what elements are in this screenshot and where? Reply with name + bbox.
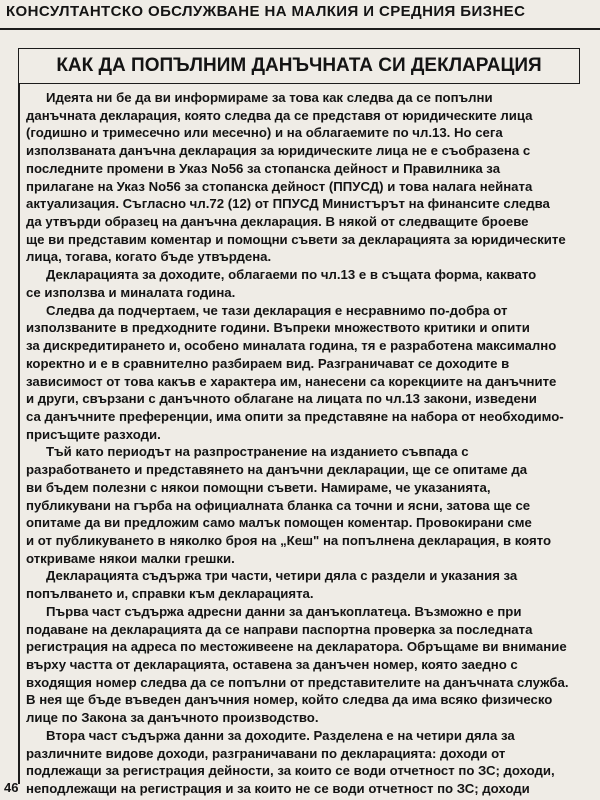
body-line: за дискредитирането и, особено миналата година, тя е разработена максимално <box>26 338 557 354</box>
header-title: КОНСУЛТАНТСКО ОБСЛУЖВАНЕ НА МАЛКИЯ И СРЕДНИЯ БИЗНЕС <box>6 3 526 20</box>
body-line: последните промени в Указ No56 за стопанска дейност и Правилника за <box>26 160 501 176</box>
body-line: входящия номер следва да се попълни от представителите на данъчната служба. <box>26 674 569 690</box>
body-line: публикувани на гърба на официалната бланка са точни и ясни, затова ще се <box>26 497 531 513</box>
body-line: Декларацията съдържа три части, четири дяла с раздели и указания за <box>46 568 518 584</box>
body-line: зависимост от това какъв е характера им, нанесени са корекциите на данъчните <box>26 373 557 389</box>
body-line: използваната данъчна декларация за юридическите лица не е съобразена с <box>26 143 531 159</box>
body-line: присъщите разходи. <box>26 426 161 442</box>
body-line: актуализация. Съгласно чл.72 (12) от ППУСД Министърът на финансите следва <box>26 196 550 212</box>
running-header <box>0 0 600 30</box>
body-line-rest: съдържа адресни данни за данъкоплатеца. Възможно е при <box>124 603 522 619</box>
article-title: КАК ДА ПОПЪЛНИМ ДАНЪЧНАТА СИ ДЕКЛАРАЦИЯ <box>56 55 542 76</box>
section-lead: Втора част <box>46 727 118 743</box>
body-line: (годишно и тримесечно или месечно) и на облагаемите по чл.13. Но сега <box>26 125 503 141</box>
body-line: Следва да подчертаем, че тази декларация е несравнимо по-добра от <box>46 302 508 318</box>
body-line: са данъчните преференции, има опити за представяне на набора от необходимо- <box>26 408 564 424</box>
body-line: опитаме да ви предложим само малък помощен коментар. Провокирани сме <box>26 515 532 531</box>
body-line: Декларацията за доходите, облагаеми по чл.13 е в същата форма, каквато <box>46 267 537 283</box>
section-lead: Първа част <box>46 603 121 619</box>
body-line-rest: съдържа данни за доходите. Разделена е на четири дяла за <box>121 727 515 743</box>
body-line: попълването и, справки към декларацията. <box>26 586 314 602</box>
body-line: използваните в предходните години. Въпреки множеството критики и опити <box>26 320 530 336</box>
body-line: и други, свързани с данъчното облагане на лицата по чл.13 закони, изведени <box>26 391 537 407</box>
body-line: неподлежащи на регистрация и за които не се води отчетност по ЗС; доходи <box>26 781 530 797</box>
body-line: лице по Закона за данъчното производство. <box>26 710 319 726</box>
body-line <box>26 603 594 621</box>
body-line: В нея ще бъде въведен данъчния номер, който следва да има всяко физическо <box>26 692 553 708</box>
body-line: подлежащи за регистрация дейности, за които се води отчетност по ЗС; доходи, <box>26 763 555 779</box>
body-line: различните видове доходи, разграничавани по декларацията: доходи от <box>26 745 506 761</box>
body-line: разработването и представянето на данъчни декларации, ще се опитаме да <box>26 462 528 478</box>
body-line <box>26 727 594 745</box>
body-line: лица, тогава, когато бъде утвърдена. <box>26 249 272 265</box>
body-line: регистрация на адреса по местоживеене на декларатора. Обръщаме ви внимание <box>26 639 567 655</box>
body-line: и от публикуването в няколко броя на „Кеш" на попълнена декларация, в която <box>26 532 552 548</box>
body-line: се използва и миналата година. <box>26 284 236 300</box>
body-line: ви бъдем полезни с някои помощни съвети. Намираме, че указанията, <box>26 479 491 495</box>
left-border-rule <box>18 84 20 784</box>
body-line: коректно и е в сравнително разбираем вид. Разграничават се доходите в <box>26 355 510 371</box>
body-line: данъчната декларация, която следва да се представя от юридическите лица <box>26 107 533 123</box>
body-line: Идеята ни бе да ви информираме за това как следва да се попълни <box>46 90 493 105</box>
page-number: 46 <box>4 780 19 795</box>
article-body <box>26 89 594 798</box>
body-line: откриваме някои малки грешки. <box>26 550 235 566</box>
body-line: прилагане на Указ No56 за стопанска дейност (ППУСД) и това налага нейната <box>26 178 533 194</box>
body-line: върху частта от декларацията, оставена за данъчен номер, която заедно с <box>26 657 518 672</box>
article-title-box <box>18 48 580 84</box>
body-line: подаване на декларацията да се направи паспортна проверка за последната <box>26 621 533 637</box>
body-line: Тъй като периодът на разпространение на изданието съвпада с <box>46 444 469 460</box>
body-line: да утвърди образец на данъчна декларация. В някой от следващите броеве <box>26 214 529 230</box>
body-line: ще ви представим коментар и помощни съвети за декларацията за юридическите <box>26 231 566 247</box>
